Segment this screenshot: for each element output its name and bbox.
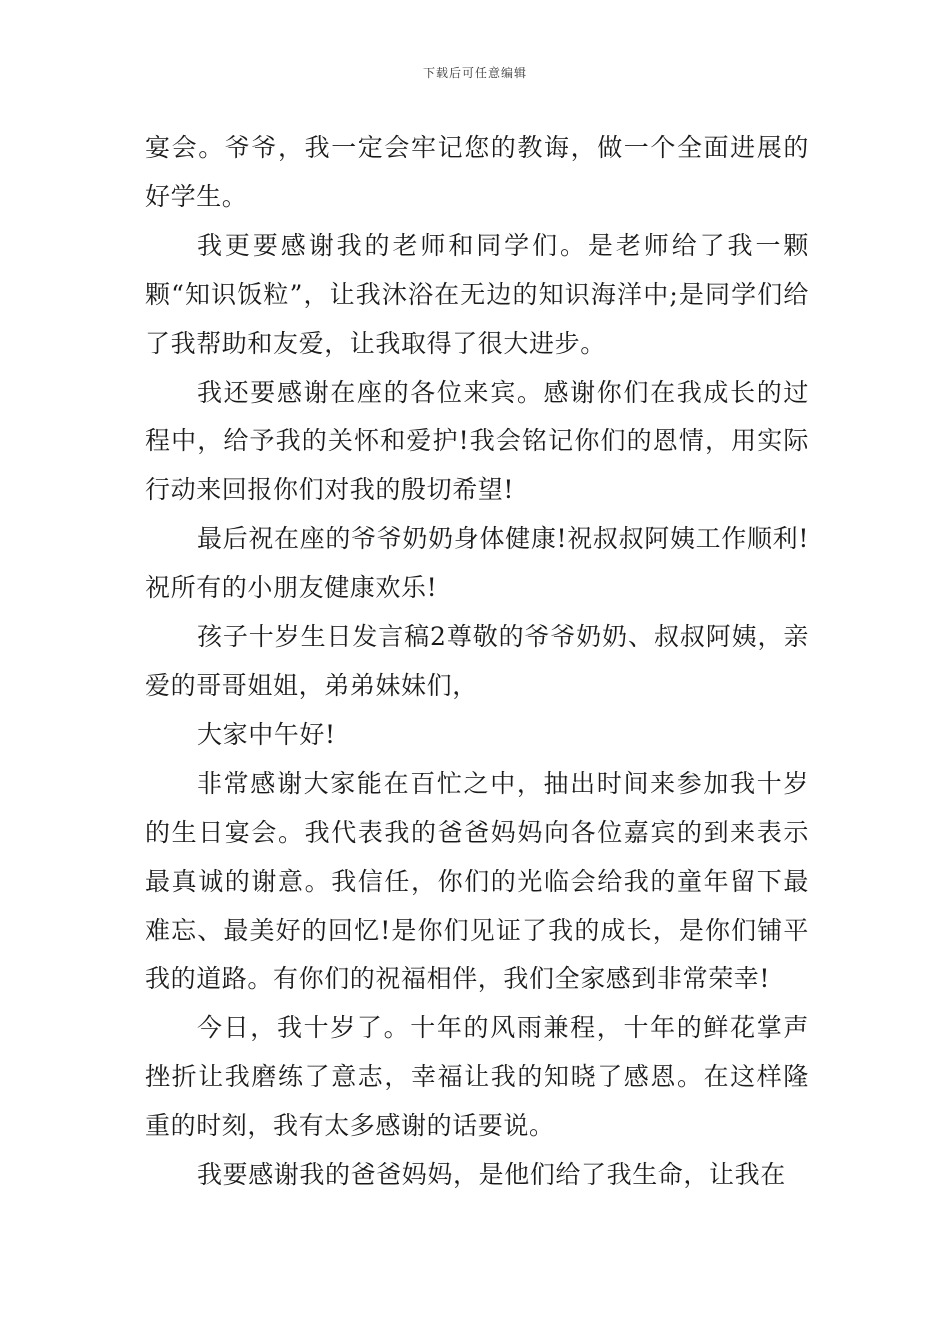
document-body — [145, 124, 809, 1200]
paragraph: 非常感谢大家能在百忙之中，抽出时间来参加我十岁的生日宴会。我代表我的爸爸妈妈向各位嘉宾的到来表示最真诚的谢意。我信任，你们的光临会给我的童年留下最难忘、最美好的回忆!是你们见证了我的成长，是你们铺平我的道路。有你们的祝福相伴，我们全家感到非常荣幸! — [145, 768, 809, 994]
paragraph: 最后祝在座的爷爷奶奶身体健康!祝叔叔阿姨工作顺利!祝所有的小朋友健康欢乐! — [145, 524, 809, 603]
paragraph: 我还要感谢在座的各位来宾。感谢你们在我成长的过程中，给予我的关怀和爱护!我会铭记你们的恩情，用实际行动来回报你们对我的殷切希望! — [145, 377, 809, 505]
paragraph: 宴会。爷爷，我一定会牢记您的教诲，做一个全面进展的好学生。 — [145, 133, 809, 211]
paragraph: 我更要感谢我的老师和同学们。是老师给了我一颗颗“知识饭粒”，让我沐浴在无边的知识海洋中;是同学们给了我帮助和友爱，让我取得了很大进步。 — [145, 230, 809, 358]
page-header: 下载后可任意编辑 — [422, 66, 527, 80]
paragraph: 大家中午好! — [197, 719, 336, 749]
paragraph: 我要感谢我的爸爸妈妈，是他们给了我生命，让我在 — [197, 1160, 786, 1190]
paragraph: 今日，我十岁了。十年的风雨兼程，十年的鲜花掌声挫折让我磨练了意志，幸福让我的知晓了感恩。在这样隆重的时刻，我有太多感谢的话要说。 — [145, 1013, 809, 1141]
paragraph: 孩子十岁生日发言稿2尊敬的爷爷奶奶、叔叔阿姨，亲爱的哥哥姐姐，弟弟妹妹们， — [145, 622, 809, 700]
